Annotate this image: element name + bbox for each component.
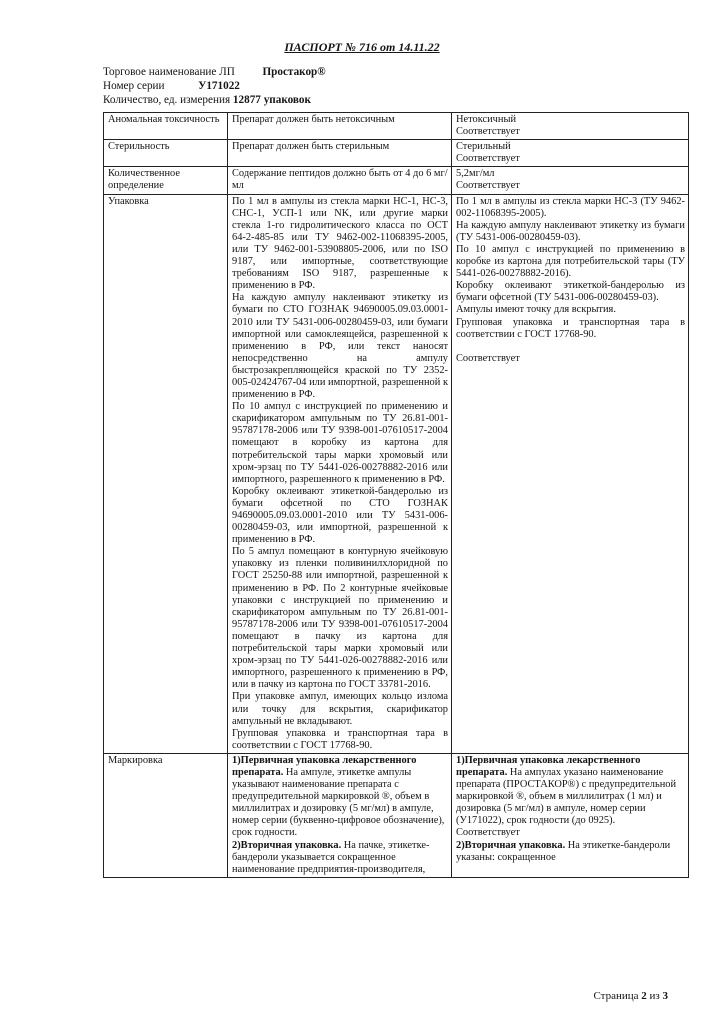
passport-table [103, 112, 689, 878]
page-of-label: из [649, 990, 660, 1002]
page-total: 3 [662, 990, 668, 1002]
requirement-cell: Содержание пептидов должно быть от 4 до 6 мг/мл [228, 167, 452, 194]
requirement-cell [228, 194, 452, 753]
result-value: Нетоксичный [456, 114, 517, 125]
requirement-cell: Препарат должен быть стерильным [228, 140, 452, 167]
result-cell [452, 194, 689, 753]
requirement-paragraph: Коробку оклеивают этикеткой-бандеролью из бумаги офсетной по СТО ГОЗНАК 94690005.09.03.0001-2010 или ТУ 5431-006-00280459-03, или импортной, разрешенной к применению в РФ. [232, 485, 448, 546]
result-status: Соответствует [456, 352, 520, 364]
primary-pack-heading: 1)Первичная упаковка лекарственного препарата. [232, 754, 417, 778]
param-cell: Стерильность [104, 140, 228, 167]
result-status: Соответствует [456, 827, 520, 839]
requirement-cell: Препарат должен быть нетоксичным [228, 113, 452, 140]
result-value: Стерильный [456, 141, 511, 153]
requirement-paragraph: По 10 ампул с инструкцией по применению и скарификатором ампульным по ТУ 26.81-001-95787178-2006 или ТУ 9398-001-07610517-2004 помещают в коробку из картона для потребительской тары марки хромовый или хром-эрзац по ТУ 5441-026-00278882-2016 или импортного, разрешенного к применению в РФ. [232, 401, 448, 485]
requirement-paragraph: На каждую ампулу наклеивают этикетку из бумаги по СТО ГОЗНАК 94690005.09.03.0001-2010 или ТУ 5431-006-00280459-03, или бумаги импортной или самоклеящейся, разрешенной к применению в РФ, или текст наносят непосредственно на ампулу быстрозакрепляющейся краской по ТУ 2352-005-02424767-04 или импортной, разрешенной к применению в РФ. [232, 292, 448, 401]
secondary-pack-heading: 2)Вторичная упаковка. [456, 839, 566, 851]
table-row [104, 140, 689, 167]
page-number [593, 990, 668, 1002]
table-row [104, 113, 689, 140]
secondary-pack-heading: 2)Вторичная упаковка. [232, 839, 342, 851]
result-status: Соответствует [456, 126, 520, 138]
requirement-paragraph [232, 755, 448, 840]
result-status: Соответствует [456, 180, 520, 192]
quantity-label: Количество, ед. измерения [103, 94, 231, 106]
quantity-value: 12877 упаковок [232, 94, 311, 106]
result-cell [452, 167, 689, 194]
quantity-line [103, 94, 311, 108]
trade-name-label: Торговое наименование ЛП [103, 66, 235, 78]
result-cell [452, 753, 689, 877]
result-paragraph [456, 840, 685, 864]
result-cell [452, 140, 689, 167]
passport-title: ПАСПОРТ № 716 от 14.11.22 [284, 40, 440, 54]
requirement-paragraph: При упаковке ампул, имеющих кольцо излома или точку для вскрытия, скарификатор ампульный не вкладывают. [232, 691, 448, 727]
trade-name-value: Простакор® [262, 66, 326, 78]
primary-pack-text: На ампулах указано наименование препарата (ПРОСТАКОР®) с предупредительной маркировкой ®, объем в миллилитрах (1 мл) и дозировка (5 мг/мл) в ампуле, номер серии (У171022), срок годности (до 0925). [456, 766, 677, 827]
param-cell: Аномальная токсичность [104, 113, 228, 140]
param-cell: Количественное определение [104, 167, 228, 194]
result-paragraph: Коробку оклеивают этикеткой-бандеролью из бумаги офсетной (ТУ 5431-006-00280459-03). [456, 280, 685, 304]
result-paragraph: Ампулы имеют точку для вскрытия. [456, 304, 616, 316]
table-row [104, 753, 689, 877]
secondary-pack-text: На этикетке-бандероли указаны: сокращенное [456, 839, 671, 863]
secondary-pack-text: На пачке, этикетке-бандероли указывается сокращенное наименование предприятия-производителя, [232, 839, 430, 875]
page-current: 2 [641, 990, 647, 1002]
param-cell: Маркировка [104, 753, 228, 877]
requirement-cell [228, 753, 452, 877]
requirement-paragraph [232, 840, 448, 876]
result-paragraph: По 1 мл в ампулы из стекла марки НС-3 (ТУ 9462-002-11068395-2005). [456, 195, 685, 219]
requirement-paragraph: Групповая упаковка и транспортная тара в соответствии с ГОСТ 17768-90. [232, 727, 448, 751]
table-row [104, 194, 689, 753]
primary-pack-heading: 1)Первичная упаковка лекарственного препарата. [456, 754, 641, 778]
result-paragraph: По 10 ампул с инструкцией по применению в коробке из картона для потребительской тары (ТУ 5441-026-00278882-2016). [456, 243, 685, 280]
primary-pack-text: На ампуле, этикетке ампулы указывают наименование препарата с предупредительной маркировкой ®, объем в миллилитрах и дозировку (5 мг/мл) в ампуле, номер серии (буквенно-цифровое обозначение), срок годности. [232, 766, 445, 839]
param-cell: Упаковка [104, 194, 228, 753]
table-row [104, 167, 689, 194]
result-cell [452, 113, 689, 140]
series-label: Номер серии [103, 80, 165, 92]
requirement-paragraph: По 5 ампул помещают в контурную ячейковую упаковку из пленки поливинилхлоридной по ГОСТ 25250-88 или импортной, разрешенной к применению в РФ. По 2 контурные ячейковые упаковки с инструкцией по применению и скарификатором ампульным по ТУ 26.81-001-95787178-2006 или ТУ 9398-001-07610517-2004 помещают в пачку из картона для потребительской тары марки хромовый или хром-эрзац по ТУ 5441-026-00278882-2016 или импортного, разрешенного к применению в РФ, или в пачку из картона по ГОСТ 33781-2016. [232, 546, 448, 691]
result-paragraph: Групповая упаковка и транспортная тара в соответствии с ГОСТ 17768-90. [456, 316, 685, 340]
requirement-paragraph: По 1 мл в ампулы из стекла марки НС-1, НС-3, СНС-1, УСП-1 или NK, или другие марки стекла 1-го гидролитического класса по ОСТ 64-2-485-85 или ТУ 9462-002-11068395-2005, или ТУ 9462-001-53908805-2006, или по ISO 9187, или импортные, соответствующие требованиям ISO 9187, разрешенные к применению в РФ. [232, 195, 448, 292]
result-value: 5,2мг/мл [456, 168, 495, 180]
result-paragraph: На каждую ампулу наклеивают этикетку из бумаги (ТУ 5431-006-00280459-03). [456, 219, 685, 243]
series-line [103, 80, 240, 94]
trade-name-line [103, 66, 326, 80]
result-paragraph [456, 755, 685, 828]
result-status: Соответствует [456, 153, 520, 165]
series-value: У171022 [198, 80, 240, 92]
page-label: Страница [593, 990, 639, 1002]
